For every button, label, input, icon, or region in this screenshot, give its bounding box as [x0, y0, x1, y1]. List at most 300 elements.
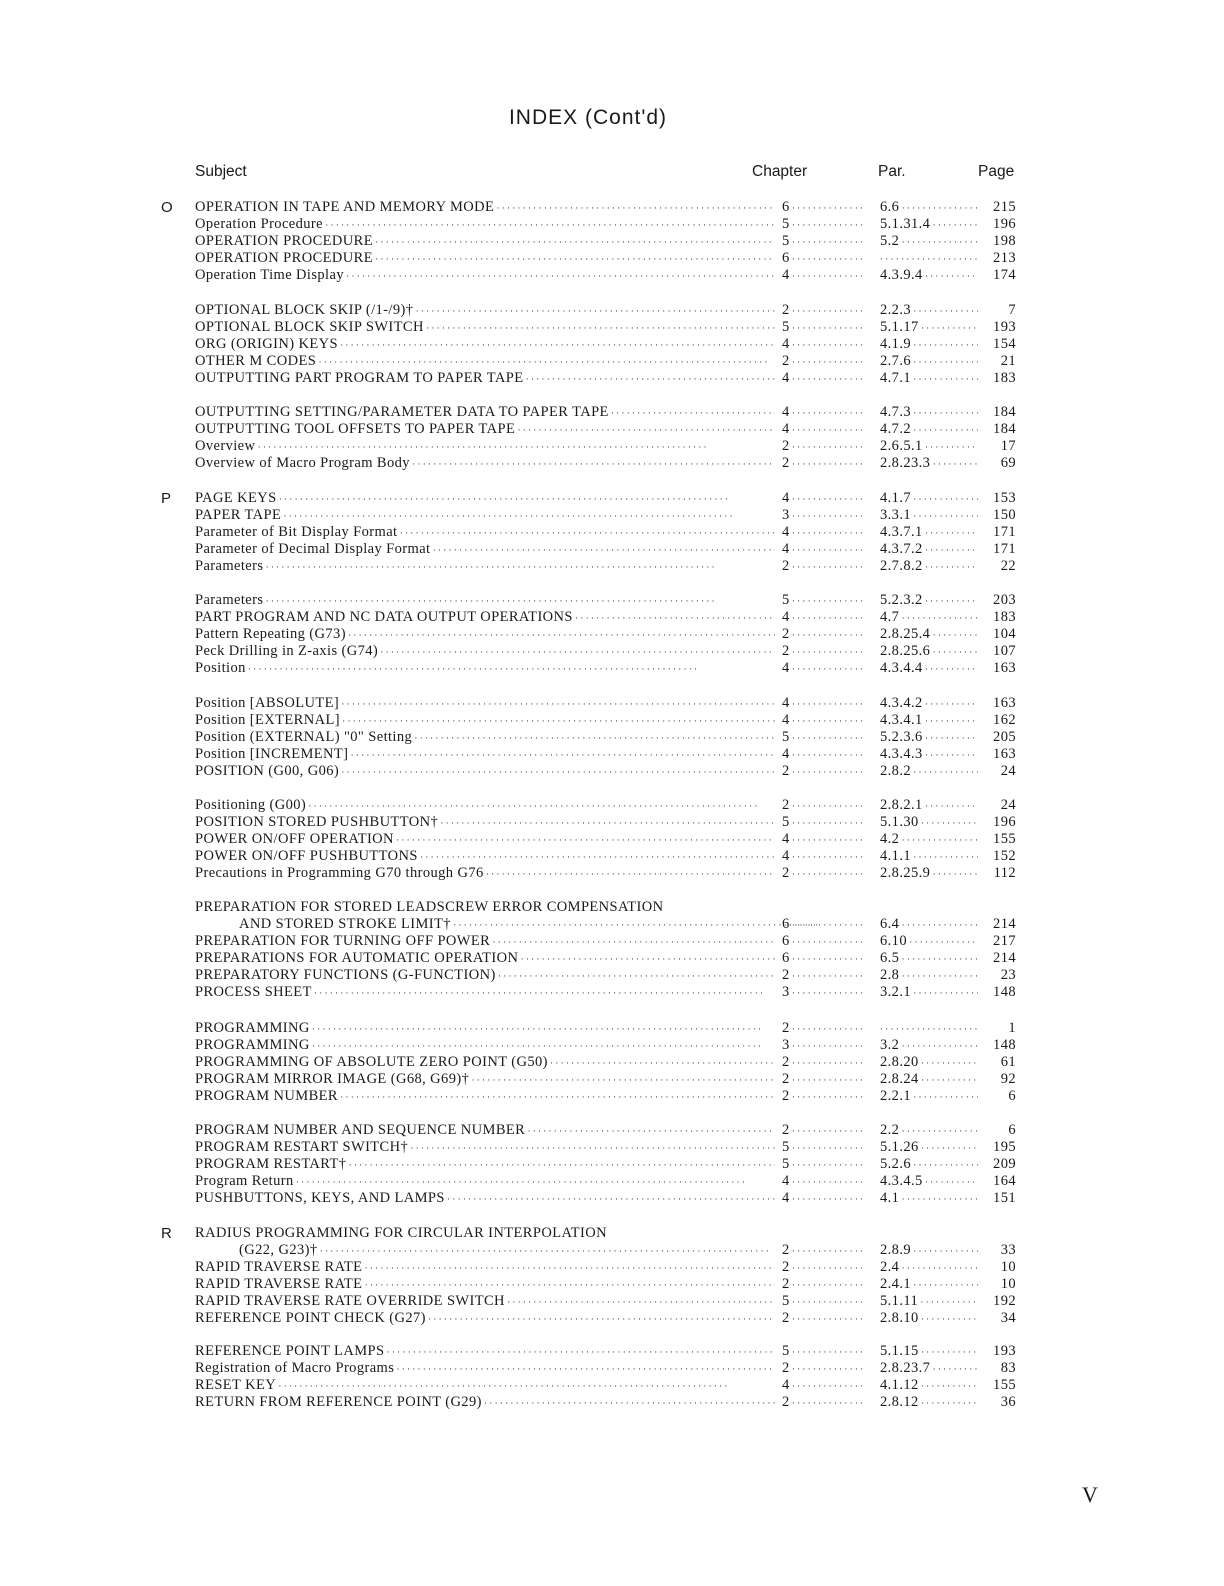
entry-par: 4.3.4.3 · · · — [880, 746, 978, 764]
entry-page: 163 — [993, 746, 1016, 762]
entry-chapter: 4 · · · — [782, 267, 866, 285]
entry-par: 2.8.10 · · · — [880, 1310, 978, 1328]
index-entry — [0, 541, 1224, 558]
entry-par: 5.1.30 · · · — [880, 814, 978, 832]
entry-chapter: 2 · · · — [782, 1088, 866, 1106]
index-entry — [0, 660, 1224, 677]
entry-par: 2.8.24 · · · — [880, 1071, 978, 1089]
entry-subject: Position [ABSOLUTE] · · · — [195, 695, 775, 713]
entry-par: 2.8.2.1 · · · — [880, 797, 978, 815]
entry-page: 151 — [993, 1190, 1016, 1206]
index-group — [0, 1343, 1224, 1411]
entry-chapter: 2 · · · — [782, 353, 866, 371]
entry-subject: RADIUS PROGRAMMING FOR CIRCULAR INTERPOLATION — [195, 1225, 607, 1241]
entry-par: 4.1.12 · · · — [880, 1377, 978, 1395]
entry-chapter: 4 · · · — [782, 695, 866, 713]
column-header-subject: Subject — [195, 163, 247, 180]
entry-subject: OPERATION IN TAPE AND MEMORY MODE · · · — [195, 199, 775, 217]
entry-par: 2.6.5.1 · · · — [880, 438, 978, 456]
entry-par: 2.8 · · · — [880, 967, 978, 985]
entry-par: 2.8.25.9 · · · — [880, 865, 978, 883]
entry-page: 10 — [1000, 1259, 1016, 1275]
column-header-page: Page — [978, 163, 1015, 180]
entry-page: 205 — [993, 729, 1016, 745]
index-entry — [0, 984, 1224, 1001]
entry-par: 5.2.6 · · · — [880, 1156, 978, 1174]
entry-par: 4.3.4.2 · · · — [880, 695, 978, 713]
index-group — [0, 695, 1224, 780]
entry-chapter: 5 · · · — [782, 1156, 866, 1174]
entry-par: 2.7.6 · · · — [880, 353, 978, 371]
entry-subject: PAPER TAPE · · · — [195, 507, 775, 525]
entry-page: 162 — [993, 712, 1016, 728]
entry-par: 2.8.12 · · · — [880, 1394, 978, 1412]
entry-page: 184 — [993, 404, 1016, 420]
entry-page: 10 — [1000, 1276, 1016, 1292]
entry-page: 171 — [993, 541, 1016, 557]
index-entry — [0, 967, 1224, 984]
index-group — [0, 797, 1224, 882]
entry-subject: Position · · · — [195, 660, 775, 678]
index-entry — [0, 797, 1224, 814]
entry-chapter: 5 · · · — [782, 592, 866, 610]
entry-subject: Parameters · · · — [195, 558, 775, 576]
entry-par: 4.2 · · · — [880, 831, 978, 849]
entry-subject: Overview of Macro Program Body · · · — [195, 455, 775, 473]
entry-par: 6.10 · · · — [880, 933, 978, 951]
entry-chapter: 4 · · · — [782, 712, 866, 730]
index-letter: R — [161, 1225, 172, 1242]
entry-par: 6.4 · · · — [880, 916, 978, 934]
index-group — [0, 302, 1224, 387]
entry-chapter: 5 · · · — [782, 1293, 866, 1311]
entry-chapter: 6 · · · — [782, 199, 866, 217]
entry-page: 217 — [993, 933, 1016, 949]
entry-par — [880, 1020, 978, 1038]
entry-chapter: 2 · · · — [782, 1394, 866, 1412]
index-entry — [0, 1020, 1224, 1037]
entry-page: 21 — [1000, 353, 1016, 369]
entry-par: 2.8.23.3 · · · — [880, 455, 978, 473]
index-group — [0, 1225, 1224, 1327]
entry-page: 69 — [1000, 455, 1016, 471]
entry-subject: AND STORED STROKE LIMIT† · · · — [239, 916, 819, 934]
entry-page: 183 — [993, 370, 1016, 386]
entry-page: 112 — [993, 865, 1016, 881]
entry-subject: PUSHBUTTONS, KEYS, AND LAMPS · · · — [195, 1190, 775, 1208]
entry-chapter: 4 · · · — [782, 609, 866, 627]
column-header-chapter: Chapter — [752, 163, 808, 180]
index-entry — [0, 216, 1224, 233]
entry-par: 4.7.3 · · · — [880, 404, 978, 422]
entry-par: 4.3.7.2 · · · — [880, 541, 978, 559]
entry-page: 36 — [1000, 1394, 1016, 1410]
entry-par: 2.8.23.7 · · · — [880, 1360, 978, 1378]
index-entry — [0, 404, 1224, 421]
entry-page: 148 — [993, 1037, 1016, 1053]
entry-subject: PAGE KEYS · · · — [195, 490, 775, 508]
entry-subject: PREPARATION FOR STORED LEADSCREW ERROR COMPENSATION — [195, 899, 664, 915]
entry-par: 2.8.25.6 · · · — [880, 643, 978, 661]
index-entry — [0, 626, 1224, 643]
index-entry — [0, 558, 1224, 575]
entry-par: 2.7.8.2 · · · — [880, 558, 978, 576]
entry-page: 61 — [1000, 1054, 1016, 1070]
entry-chapter: 5 · · · — [782, 216, 866, 234]
index-entry — [0, 1054, 1224, 1071]
entry-subject: OUTPUTTING SETTING/PARAMETER DATA TO PAPER TAPE · · · — [195, 404, 775, 422]
entry-par: 4.1.9 · · · — [880, 336, 978, 354]
index-entry — [0, 1139, 1224, 1156]
index-entry — [0, 524, 1224, 541]
entry-chapter: 6 · · · — [782, 916, 866, 934]
index-entry — [0, 353, 1224, 370]
entry-par: 5.2.3.6 · · · — [880, 729, 978, 747]
entry-par: 5.1.17 · · · — [880, 319, 978, 337]
entry-subject: Operation Time Display · · · — [195, 267, 775, 285]
index-entry — [0, 1122, 1224, 1139]
index-group — [0, 592, 1224, 677]
entry-chapter: 2 · · · — [782, 302, 866, 320]
entry-page: 6 — [1008, 1088, 1016, 1104]
index-entry — [0, 1259, 1224, 1276]
entry-chapter: 2 · · · — [782, 1360, 866, 1378]
index-entry — [0, 643, 1224, 660]
entry-par: 4.3.7.1 · · · — [880, 524, 978, 542]
index-entry — [0, 250, 1224, 267]
entry-chapter: 5 · · · — [782, 729, 866, 747]
entry-subject: Position [INCREMENT] · · · — [195, 746, 775, 764]
entry-subject: Pattern Repeating (G73) · · · — [195, 626, 775, 644]
entry-page: 163 — [993, 695, 1016, 711]
entry-chapter: 4 · · · — [782, 404, 866, 422]
entry-page: 17 — [1000, 438, 1016, 454]
entry-chapter: 4 · · · — [782, 831, 866, 849]
index-entry — [0, 319, 1224, 336]
entry-subject: PROGRAM NUMBER · · · — [195, 1088, 775, 1106]
index-entry — [0, 1173, 1224, 1190]
entry-chapter: 2 · · · — [782, 797, 866, 815]
entry-chapter: 5 · · · — [782, 1343, 866, 1361]
entry-par: 4.7 · · · — [880, 609, 978, 627]
entry-subject: Overview · · · — [195, 438, 775, 456]
entry-chapter: 6 · · · — [782, 950, 866, 968]
entry-par: 4.3.4.5 · · · — [880, 1173, 978, 1191]
entry-subject: PROGRAM NUMBER AND SEQUENCE NUMBER · · · — [195, 1122, 775, 1140]
entry-subject: RETURN FROM REFERENCE POINT (G29) · · · — [195, 1394, 775, 1412]
entry-subject: Parameter of Bit Display Format · · · — [195, 524, 775, 542]
entry-chapter: 4 · · · — [782, 1377, 866, 1395]
index-entry — [0, 1190, 1224, 1207]
entry-subject: REFERENCE POINT LAMPS · · · — [195, 1343, 775, 1361]
entry-page: 155 — [993, 1377, 1016, 1393]
entry-subject: (G22, G23)† · · · — [239, 1242, 819, 1260]
index-entry — [0, 729, 1224, 746]
index-group — [0, 1020, 1224, 1105]
entry-subject: PROGRAMMING · · · — [195, 1020, 775, 1038]
entry-subject: RAPID TRAVERSE RATE OVERRIDE SWITCH · · · — [195, 1293, 775, 1311]
entry-chapter: 4 · · · — [782, 1173, 866, 1191]
entry-par: 4.1.1 · · · — [880, 848, 978, 866]
entry-subject: PROGRAM RESTART† · · · — [195, 1156, 775, 1174]
entry-subject: Program Return · · · — [195, 1173, 775, 1191]
entry-par — [880, 250, 978, 268]
entry-chapter: 6 · · · — [782, 250, 866, 268]
entry-page: 184 — [993, 421, 1016, 437]
entry-chapter: 2 · · · — [782, 455, 866, 473]
entry-page: 104 — [993, 626, 1016, 642]
entry-par: 4.3.9.4 · · · — [880, 267, 978, 285]
entry-chapter: 4 · · · — [782, 848, 866, 866]
index-entry — [0, 899, 1224, 916]
entry-par: 4.7.2 · · · — [880, 421, 978, 439]
entry-page: 215 — [993, 199, 1016, 215]
entry-page: 193 — [993, 1343, 1016, 1359]
entry-chapter: 4 · · · — [782, 524, 866, 542]
entry-subject: REFERENCE POINT CHECK (G27) · · · — [195, 1310, 775, 1328]
entry-subject: RAPID TRAVERSE RATE · · · — [195, 1276, 775, 1294]
entry-page: 163 — [993, 660, 1016, 676]
entry-chapter: 4 · · · — [782, 541, 866, 559]
index-group — [0, 1122, 1224, 1207]
entry-page: 198 — [993, 233, 1016, 249]
entry-page: 24 — [1000, 797, 1016, 813]
entry-chapter: 5 · · · — [782, 233, 866, 251]
entry-par: 6.5 · · · — [880, 950, 978, 968]
entry-page: 192 — [993, 1293, 1016, 1309]
entry-subject: ORG (ORIGIN) KEYS · · · — [195, 336, 775, 354]
index-entry — [0, 1276, 1224, 1293]
entry-chapter: 2 · · · — [782, 558, 866, 576]
entry-subject: OPTIONAL BLOCK SKIP (/1-/9)† · · · — [195, 302, 775, 320]
index-group — [0, 199, 1224, 284]
entry-subject: PREPARATION FOR TURNING OFF POWER · · · — [195, 933, 775, 951]
entry-chapter: 4 · · · — [782, 746, 866, 764]
entry-subject: PART PROGRAM AND NC DATA OUTPUT OPERATIONS · · · — [195, 609, 775, 627]
entry-par: 2.2 · · · — [880, 1122, 978, 1140]
entry-subject: Operation Procedure · · · — [195, 216, 775, 234]
entry-page: 174 — [993, 267, 1016, 283]
entry-subject: POWER ON/OFF OPERATION · · · — [195, 831, 775, 849]
entry-par: 5.2.3.2 · · · — [880, 592, 978, 610]
entry-page: 153 — [993, 490, 1016, 506]
index-entry — [0, 421, 1224, 438]
entry-subject: Precautions in Programming G70 through G76 · · · — [195, 865, 775, 883]
entry-subject: PROCESS SHEET · · · — [195, 984, 775, 1002]
index-entry — [0, 865, 1224, 882]
entry-subject: POSITION (G00, G06) · · · — [195, 763, 775, 781]
entry-subject: OPERATION PROCEDURE · · · — [195, 233, 775, 251]
entry-par: 5.2 · · · — [880, 233, 978, 251]
entry-chapter: 2 · · · — [782, 1276, 866, 1294]
page-title: INDEX (Cont'd) — [508, 106, 668, 129]
entry-subject: OPTIONAL BLOCK SKIP SWITCH · · · — [195, 319, 775, 337]
entry-page: 6 — [1008, 1122, 1016, 1138]
entry-page: 171 — [993, 524, 1016, 540]
entry-par: 2.4 · · · — [880, 1259, 978, 1277]
entry-chapter: 2 · · · — [782, 865, 866, 883]
entry-page: 196 — [993, 216, 1016, 232]
entry-chapter: 5 · · · — [782, 814, 866, 832]
entry-chapter: 4 · · · — [782, 370, 866, 388]
entry-par: 5.1.15 · · · — [880, 1343, 978, 1361]
index-entry — [0, 814, 1224, 831]
entry-subject: OPERATION PROCEDURE · · · — [195, 250, 775, 268]
index-entry — [0, 609, 1224, 626]
entry-chapter: 3 · · · — [782, 984, 866, 1002]
entry-subject: Parameter of Decimal Display Format · · · — [195, 541, 775, 559]
entry-par: 4.7.1 · · · — [880, 370, 978, 388]
entry-par: 2.8.25.4 · · · — [880, 626, 978, 644]
entry-chapter: 3 · · · — [782, 1037, 866, 1055]
index-entry — [0, 1377, 1224, 1394]
entry-chapter: 2 · · · — [782, 1054, 866, 1072]
entry-chapter: 4 · · · — [782, 1190, 866, 1208]
index-entry — [0, 336, 1224, 353]
index-entry — [0, 1156, 1224, 1173]
index-group — [0, 490, 1224, 575]
entry-page: 214 — [993, 950, 1016, 966]
index-entry — [0, 455, 1224, 472]
entry-subject: OTHER M CODES · · · — [195, 353, 775, 371]
entry-page: 195 — [993, 1139, 1016, 1155]
index-entry — [0, 490, 1224, 507]
index-entry — [0, 746, 1224, 763]
index-group — [0, 404, 1224, 472]
entry-chapter: 2 · · · — [782, 643, 866, 661]
entry-chapter: 2 · · · — [782, 967, 866, 985]
entry-chapter: 6 · · · — [782, 933, 866, 951]
entry-chapter: 3 · · · — [782, 507, 866, 525]
index-entry — [0, 1037, 1224, 1054]
entry-par: 4.1 · · · — [880, 1190, 978, 1208]
index-entry — [0, 950, 1224, 967]
entry-subject: Parameters · · · — [195, 592, 775, 610]
index-entry — [0, 1225, 1224, 1242]
entry-page: 164 — [993, 1173, 1016, 1189]
entry-page: 154 — [993, 336, 1016, 352]
entry-subject: PROGRAMMING OF ABSOLUTE ZERO POINT (G50) · · · — [195, 1054, 775, 1072]
entry-subject: POSITION STORED PUSHBUTTON† · · · — [195, 814, 775, 832]
entry-par: 4.1.7 · · · — [880, 490, 978, 508]
entry-par: 5.1.31.4 · · · — [880, 216, 978, 234]
index-entry — [0, 1293, 1224, 1310]
index-entry — [0, 507, 1224, 524]
entry-page: 193 — [993, 319, 1016, 335]
entry-page: 213 — [993, 250, 1016, 266]
entry-page: 155 — [993, 831, 1016, 847]
entry-page: 209 — [993, 1156, 1016, 1172]
index-entry — [0, 1343, 1224, 1360]
entry-subject: Peck Drilling in Z-axis (G74) · · · — [195, 643, 775, 661]
entry-subject: RESET KEY · · · — [195, 1377, 775, 1395]
entry-subject: OUTPUTTING TOOL OFFSETS TO PAPER TAPE · · · — [195, 421, 775, 439]
index-entry — [0, 1071, 1224, 1088]
index-group — [0, 899, 1224, 1001]
entry-par: 5.1.11 · · · — [880, 1293, 978, 1311]
entry-par: 5.1.26 · · · — [880, 1139, 978, 1157]
index-letter: O — [161, 199, 173, 216]
index-entry — [0, 763, 1224, 780]
entry-page: 203 — [993, 592, 1016, 608]
index-entry — [0, 370, 1224, 387]
entry-page: 24 — [1000, 763, 1016, 779]
entry-chapter: 2 · · · — [782, 763, 866, 781]
entry-par: 2.8.9 · · · — [880, 1242, 978, 1260]
entry-page: 214 — [993, 916, 1016, 932]
entry-subject: PREPARATORY FUNCTIONS (G-FUNCTION) · · · — [195, 967, 775, 985]
index-entry — [0, 831, 1224, 848]
entry-par: 3.3.1 · · · — [880, 507, 978, 525]
entry-page: 150 — [993, 507, 1016, 523]
entry-chapter: 2 · · · — [782, 1310, 866, 1328]
entry-chapter: 4 · · · — [782, 336, 866, 354]
index-entry — [0, 712, 1224, 729]
entry-chapter: 4 · · · — [782, 660, 866, 678]
index-entry — [0, 848, 1224, 865]
entry-page: 152 — [993, 848, 1016, 864]
entry-page: 148 — [993, 984, 1016, 1000]
entry-page: 23 — [1000, 967, 1016, 983]
index-entry — [0, 695, 1224, 712]
index-entry — [0, 438, 1224, 455]
entry-page: 196 — [993, 814, 1016, 830]
index-entry — [0, 302, 1224, 319]
entry-page: 34 — [1000, 1310, 1016, 1326]
entry-subject: PROGRAM MIRROR IMAGE (G68, G69)† · · · — [195, 1071, 775, 1089]
entry-chapter: 5 · · · — [782, 319, 866, 337]
entry-subject: POWER ON/OFF PUSHBUTTONS · · · — [195, 848, 775, 866]
entry-page: 1 — [1008, 1020, 1016, 1036]
entry-chapter: 2 · · · — [782, 1071, 866, 1089]
entry-par: 3.2.1 · · · — [880, 984, 978, 1002]
entry-chapter: 2 · · · — [782, 1122, 866, 1140]
entry-par: 2.2.3 · · · — [880, 302, 978, 320]
entry-par: 2.4.1 · · · — [880, 1276, 978, 1294]
entry-par: 3.2 · · · — [880, 1037, 978, 1055]
page-number: V — [1082, 1482, 1098, 1507]
entry-par: 6.6 · · · — [880, 199, 978, 217]
index-entry — [0, 1360, 1224, 1377]
entry-par: 2.2.1 · · · — [880, 1088, 978, 1106]
index-entry — [0, 592, 1224, 609]
entry-subject: PROGRAM RESTART SWITCH† · · · — [195, 1139, 775, 1157]
entry-subject: Position [EXTERNAL] · · · — [195, 712, 775, 730]
entry-page: 22 — [1000, 558, 1016, 574]
entry-chapter: 2 · · · — [782, 438, 866, 456]
column-header-par: Par. — [878, 163, 906, 180]
index-entry — [0, 916, 1224, 933]
index-entry — [0, 1242, 1224, 1259]
entry-page: 83 — [1000, 1360, 1016, 1376]
entry-par: 2.8.2 · · · — [880, 763, 978, 781]
entry-page: 33 — [1000, 1242, 1016, 1258]
entry-subject: PREPARATIONS FOR AUTOMATIC OPERATION · · · — [195, 950, 775, 968]
entry-subject: Registration of Macro Programs · · · — [195, 1360, 775, 1378]
index-entry — [0, 233, 1224, 250]
entry-chapter: 2 · · · — [782, 1259, 866, 1277]
entry-subject: RAPID TRAVERSE RATE · · · — [195, 1259, 775, 1277]
index-entry — [0, 1088, 1224, 1105]
entry-subject: OUTPUTTING PART PROGRAM TO PAPER TAPE · · · — [195, 370, 775, 388]
entry-page: 107 — [993, 643, 1016, 659]
index-entry — [0, 1310, 1224, 1327]
entry-subject: Positioning (G00) · · · — [195, 797, 775, 815]
entry-par: 4.3.4.1 · · · — [880, 712, 978, 730]
entry-chapter: 4 · · · — [782, 421, 866, 439]
entry-par: 4.3.4.4 · · · — [880, 660, 978, 678]
entry-chapter: 5 · · · — [782, 1139, 866, 1157]
